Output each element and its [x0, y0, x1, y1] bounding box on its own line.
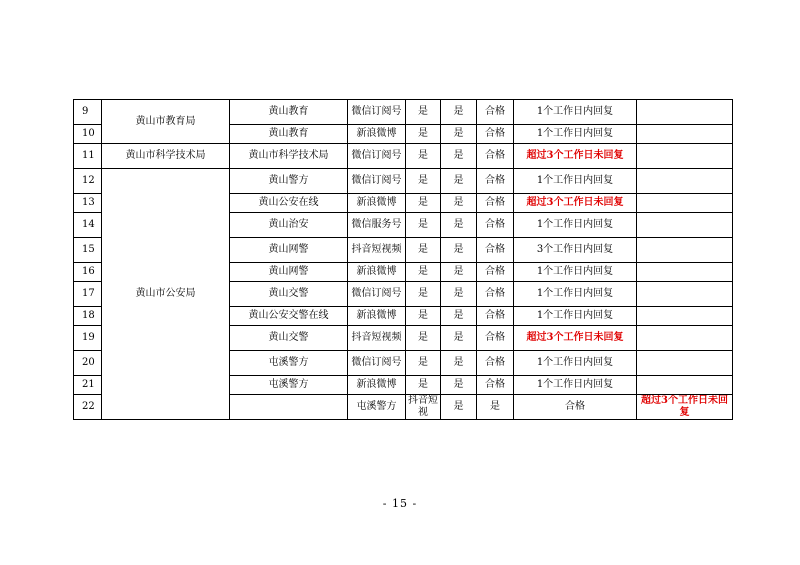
reply-status: 1个工作日内回复: [514, 376, 637, 395]
check-2: 是: [441, 263, 477, 282]
check-1: 是: [406, 307, 441, 326]
check-2: 是: [441, 282, 477, 307]
account-name: 黄山交警: [230, 282, 348, 307]
account-name: 黄山治安: [230, 213, 348, 238]
account-name: 黄山教育: [230, 100, 348, 125]
account-name: 屯溪警方: [348, 395, 406, 420]
check-1: 是: [406, 144, 441, 169]
platform-type: 微信订阅号: [348, 100, 406, 125]
platform-type: 新浪微博: [348, 376, 406, 395]
check-2: 是: [441, 144, 477, 169]
row-number: 17: [74, 282, 102, 307]
reply-status: 1个工作日内回复: [514, 307, 637, 326]
platform-type: 新浪微博: [348, 125, 406, 144]
account-name: 黄山交警: [230, 326, 348, 351]
platform-type: 新浪微博: [348, 307, 406, 326]
result: 合格: [477, 376, 514, 395]
account-name: 屯溪警方: [230, 376, 348, 395]
check-2: 是: [441, 213, 477, 238]
remarks: [637, 351, 733, 376]
remarks: [637, 263, 733, 282]
reply-status-warning: 超过3个工作日未回复: [514, 326, 637, 351]
platform-type: 抖音短视频: [348, 326, 406, 351]
account-name: 黄山教育: [230, 125, 348, 144]
remarks: [637, 169, 733, 194]
check-2: 是: [441, 351, 477, 376]
table-row: [74, 169, 733, 194]
check-2: 是: [441, 307, 477, 326]
check-2: 是: [441, 125, 477, 144]
reply-status-warning: 超过3个工作日未回复: [514, 144, 637, 169]
remarks: [637, 326, 733, 351]
check-1: 是: [406, 326, 441, 351]
reply-status-warning: 超过3个工作日未回复: [514, 194, 637, 213]
remarks: [637, 307, 733, 326]
row-number: 18: [74, 307, 102, 326]
check-2: 是: [441, 169, 477, 194]
platform-type: 微信服务号: [348, 213, 406, 238]
check-2: 是: [441, 194, 477, 213]
platform-type: 微信订阅号: [348, 144, 406, 169]
check-1: 是: [406, 376, 441, 395]
department-cell: 黄山市科学技术局: [102, 144, 230, 169]
check-1: 是: [406, 125, 441, 144]
reply-status: 1个工作日内回复: [514, 263, 637, 282]
result: 合格: [477, 169, 514, 194]
platform-type: 新浪微博: [348, 194, 406, 213]
platform-type: 抖音短视频: [348, 238, 406, 263]
platform-type: 新浪微博: [348, 263, 406, 282]
reply-status: 1个工作日内回复: [514, 125, 637, 144]
check-2: 是: [441, 376, 477, 395]
row-number: 14: [74, 213, 102, 238]
account-name: 黄山市科学技术局: [230, 144, 348, 169]
row-number: 9: [74, 100, 102, 125]
reply-status: 1个工作日内回复: [514, 213, 637, 238]
page-number: - 15 -: [382, 497, 418, 510]
result: 合格: [477, 263, 514, 282]
row-number: 11: [74, 144, 102, 169]
platform-type: 微信订阅号: [348, 282, 406, 307]
result: 合格: [477, 326, 514, 351]
reply-status: 1个工作日内回复: [514, 169, 637, 194]
result: 合格: [477, 351, 514, 376]
evaluation-table: [73, 99, 733, 420]
row-number: 13: [74, 194, 102, 213]
row-number: 21: [74, 376, 102, 395]
remarks: [637, 194, 733, 213]
account-name: 黄山网警: [230, 238, 348, 263]
check-1: 是: [406, 238, 441, 263]
result: 合格: [514, 395, 637, 420]
row-number: 10: [74, 125, 102, 144]
check-2: 是: [441, 326, 477, 351]
result: 合格: [477, 144, 514, 169]
check-1: 是: [406, 169, 441, 194]
account-name: 黄山警方: [230, 169, 348, 194]
reply-status: 3个工作日内回复: [514, 238, 637, 263]
remarks: [637, 125, 733, 144]
check-1: 是: [406, 282, 441, 307]
reply-status-warning: 超过3个工作日未回复: [637, 395, 733, 420]
result: 合格: [477, 100, 514, 125]
check-2: 是: [441, 100, 477, 125]
result: 合格: [477, 238, 514, 263]
remarks: [637, 376, 733, 395]
check-2: 是: [477, 395, 514, 420]
department-cell: 黄山市公安局: [102, 169, 230, 420]
reply-status: 1个工作日内回复: [514, 282, 637, 307]
platform-type: 抖音短视: [406, 395, 441, 420]
table-row: [74, 144, 733, 169]
check-1: 是: [406, 213, 441, 238]
remarks: [637, 100, 733, 125]
account-name: 屯溪警方: [230, 351, 348, 376]
remarks: [637, 213, 733, 238]
row-number: 22: [74, 395, 102, 420]
check-2: 是: [441, 238, 477, 263]
row-number: 19: [74, 326, 102, 351]
row-number: 12: [74, 169, 102, 194]
reply-status: 1个工作日内回复: [514, 100, 637, 125]
row-number: 15: [74, 238, 102, 263]
reply-status: 1个工作日内回复: [514, 351, 637, 376]
check-1: 是: [406, 194, 441, 213]
check-1: 是: [441, 395, 477, 420]
result: 合格: [477, 282, 514, 307]
result: 合格: [477, 307, 514, 326]
row-number: 20: [74, 351, 102, 376]
remarks: [637, 144, 733, 169]
check-1: 是: [406, 100, 441, 125]
department-cell: 黄山市教育局: [102, 100, 230, 144]
platform-type: 微信订阅号: [348, 169, 406, 194]
account-name: 黄山公安在线: [230, 194, 348, 213]
account-name: 黄山公安交警在线: [230, 307, 348, 326]
remarks: [637, 238, 733, 263]
table-row: [74, 100, 733, 125]
result: 合格: [477, 213, 514, 238]
department-cell-empty: [230, 395, 348, 420]
remarks: [637, 282, 733, 307]
check-1: 是: [406, 351, 441, 376]
result: 合格: [477, 194, 514, 213]
account-name: 黄山网警: [230, 263, 348, 282]
result: 合格: [477, 125, 514, 144]
platform-type: 微信订阅号: [348, 351, 406, 376]
check-1: 是: [406, 263, 441, 282]
row-number: 16: [74, 263, 102, 282]
